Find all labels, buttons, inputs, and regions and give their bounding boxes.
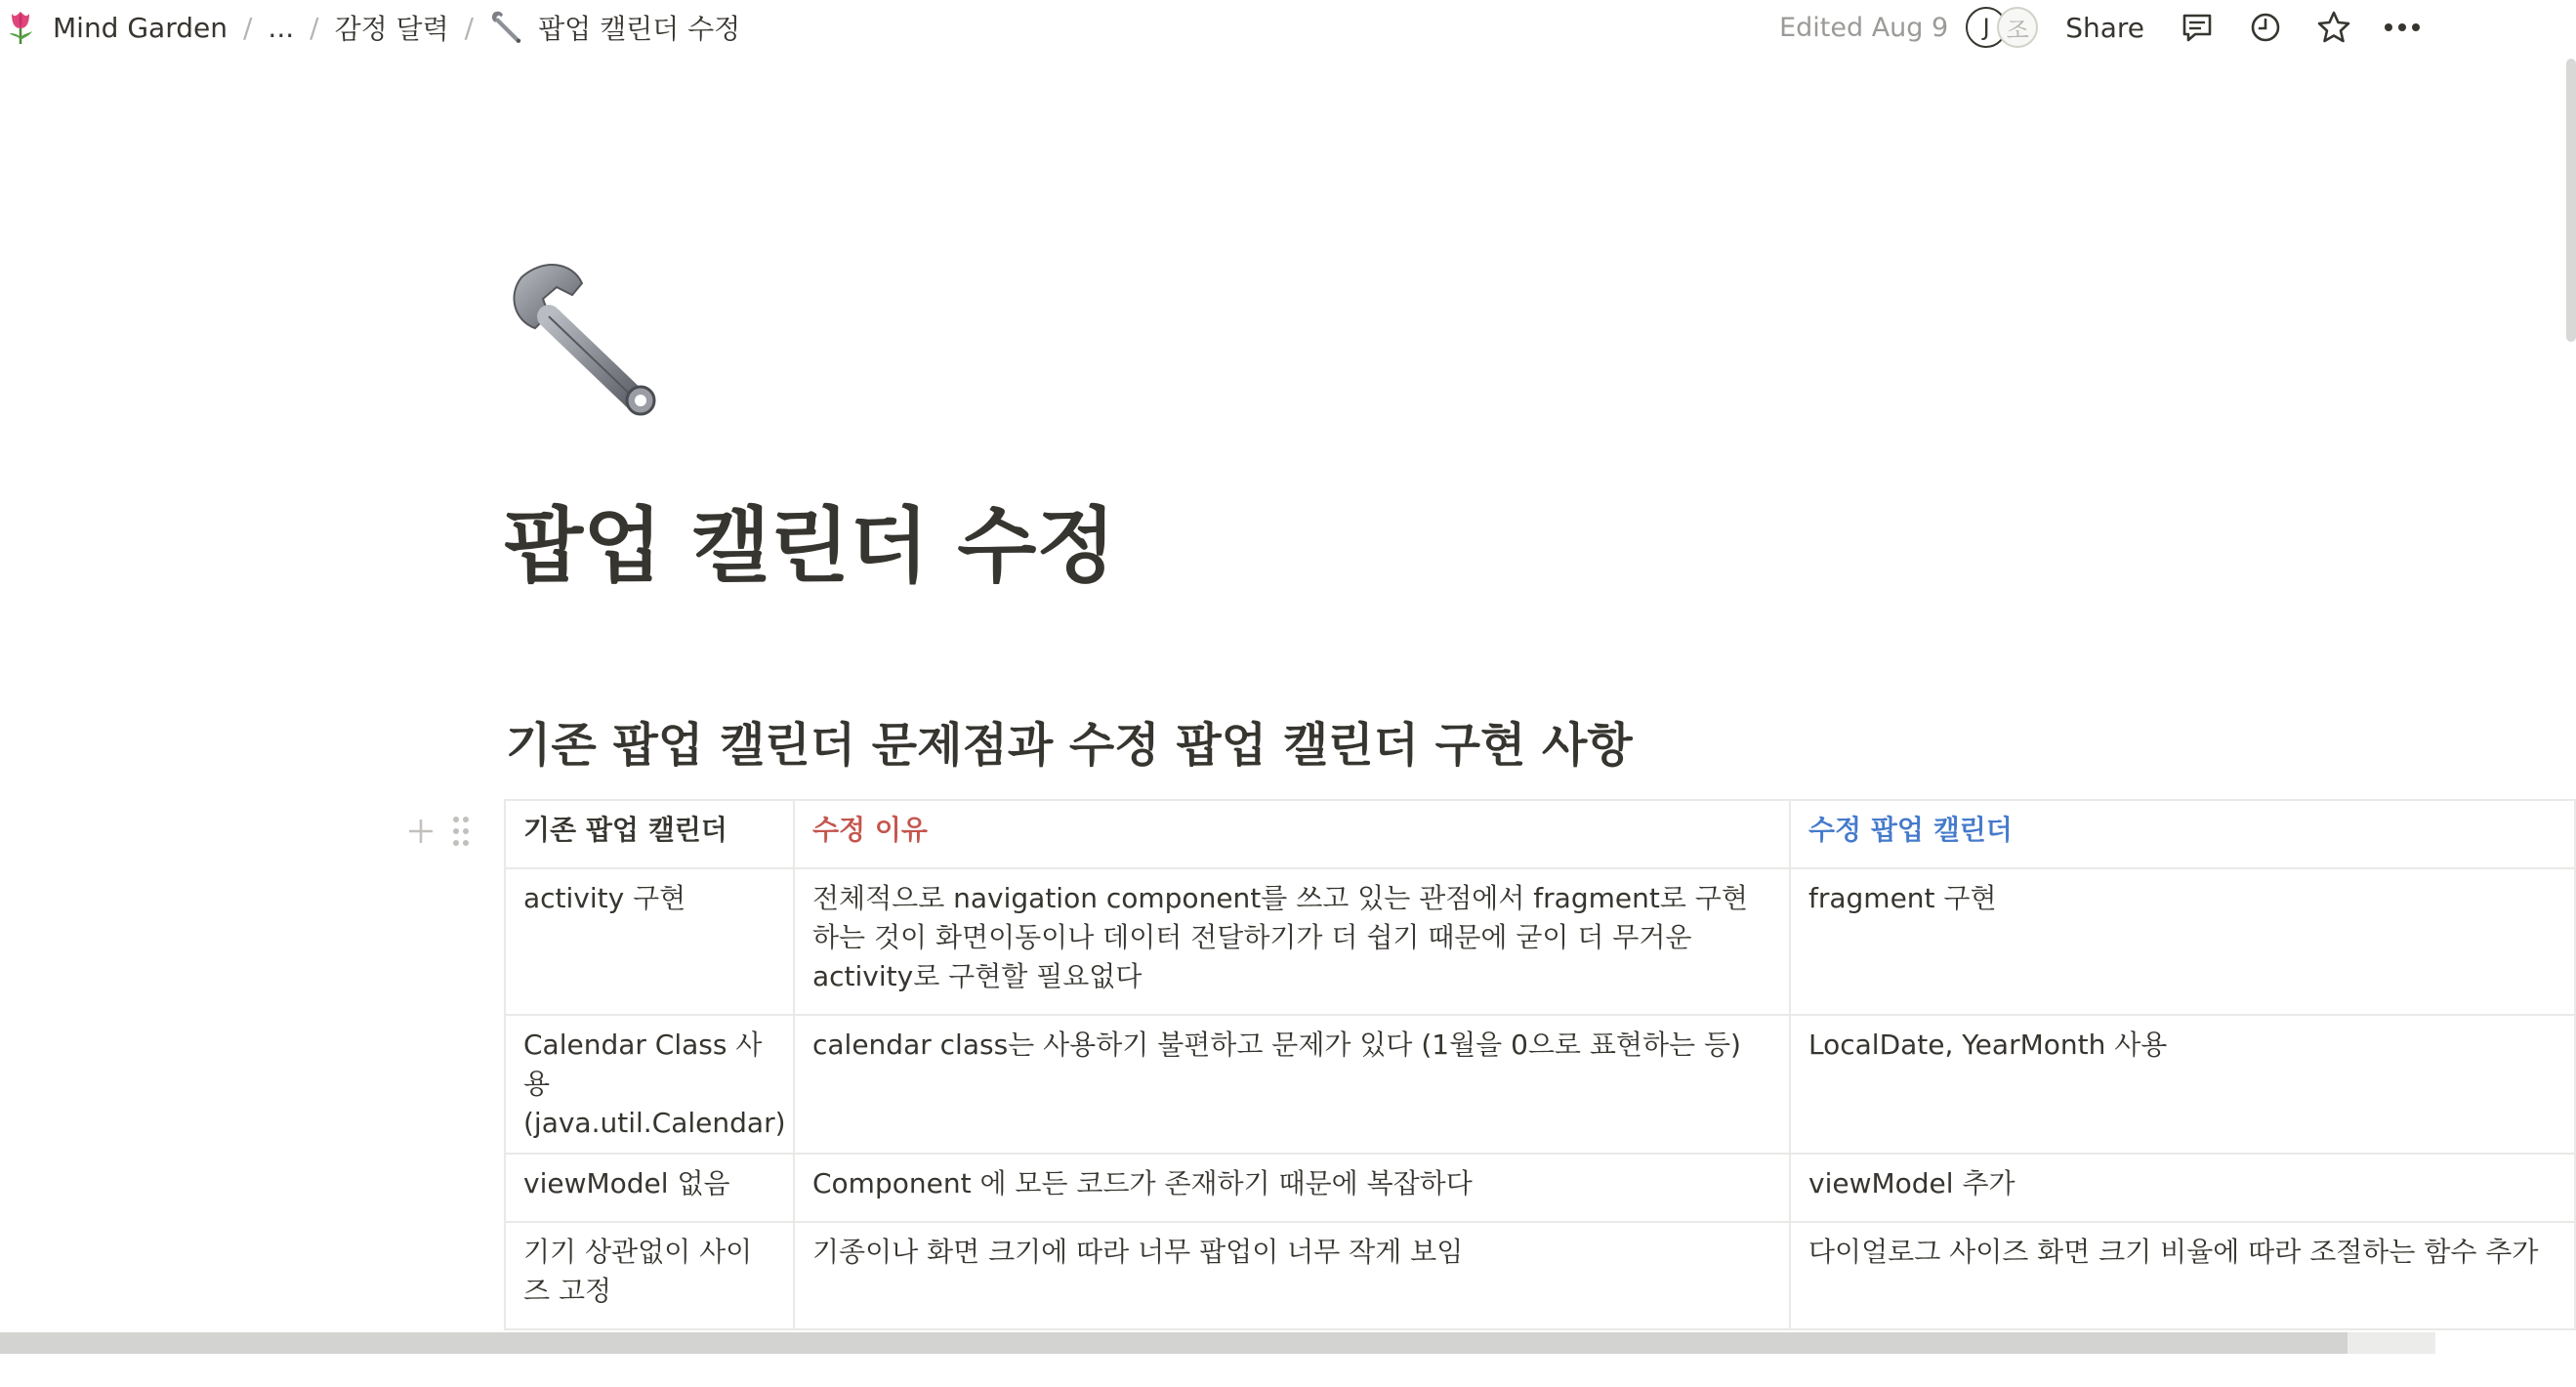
- table-cell[interactable]: viewModel 추가: [1790, 1154, 2575, 1222]
- table-cell[interactable]: 다이얼로그 사이즈 화면 크기 비율에 따라 조절하는 함수 추가: [1790, 1222, 2575, 1329]
- table-cell[interactable]: viewModel 없음: [505, 1154, 794, 1222]
- breadcrumb-item-current-page[interactable]: [483, 4, 746, 51]
- table-row: [505, 1154, 2575, 1222]
- breadcrumb-item-ellipsis[interactable]: [262, 8, 300, 48]
- more-icon[interactable]: [2383, 8, 2422, 47]
- simple-table: [504, 799, 2539, 1307]
- drag-handle-icon[interactable]: [451, 815, 471, 852]
- avatar[interactable]: J: [1966, 7, 2007, 48]
- breadcrumb-label: Mind Garden: [53, 11, 228, 44]
- breadcrumb-separator: /: [310, 11, 319, 44]
- breadcrumb-label: 감정 달력: [334, 13, 449, 45]
- table-cell[interactable]: activity 구현: [505, 868, 794, 1015]
- table-row: [505, 1015, 2575, 1154]
- breadcrumb-separator: /: [464, 11, 475, 44]
- table: [504, 799, 2576, 1330]
- topbar-actions: [1779, 0, 2435, 55]
- table-row: [505, 868, 2575, 1015]
- breadcrumb-separator: /: [242, 11, 253, 44]
- breadcrumb: [0, 0, 746, 55]
- table-cell[interactable]: 전체적으로 navigation component를 쓰고 있는 관점에서 fragment로 구현하는 것이 화면이동이나 데이터 전달하기가 더 쉽기 때문에 굳이 더 무거운 activity로 구현할 필요없다: [794, 868, 1790, 1015]
- table-cell[interactable]: fragment 구현: [1790, 868, 2575, 1015]
- table-cell[interactable]: Component 에 모든 코드가 존재하기 때문에 복잡하다: [794, 1154, 1790, 1222]
- history-clock-icon[interactable]: [2246, 8, 2285, 47]
- wrench-icon: [489, 10, 524, 45]
- avatar-group[interactable]: [1966, 7, 2038, 48]
- table-header-cell[interactable]: 수정 이유: [794, 800, 1790, 868]
- table-cell[interactable]: Calendar Class 사용 (java.util.Calendar): [505, 1015, 794, 1154]
- table-header-row: [505, 800, 2575, 868]
- add-block-icon[interactable]: [406, 817, 436, 850]
- table-cell[interactable]: 기기 상관없이 사이즈 고정: [505, 1222, 794, 1329]
- breadcrumb-label: 팝업 캘린더 수정: [538, 13, 741, 45]
- breadcrumb-label: ...: [268, 11, 295, 44]
- comment-icon[interactable]: [2178, 8, 2217, 47]
- table-cell[interactable]: calendar class는 사용하기 불편하고 문제가 있다 (1월을 0으로 표현하는 등): [794, 1015, 1790, 1154]
- table-row: [505, 1222, 2575, 1329]
- section-heading[interactable]: 기존 팝업 캘린더 문제점과 수정 팝업 캘린더 구현 사항: [506, 718, 1633, 773]
- avatar[interactable]: 조: [1997, 7, 2038, 48]
- breadcrumb-item-emotion-calendar[interactable]: [329, 4, 455, 51]
- breadcrumb-item-mind-garden[interactable]: [0, 6, 233, 49]
- wrench-icon[interactable]: [504, 256, 670, 422]
- tulip-icon: [6, 10, 35, 45]
- edited-timestamp: Edited Aug 9: [1779, 12, 1949, 43]
- vertical-scrollbar[interactable]: [2566, 59, 2576, 342]
- horizontal-scrollbar-thumb[interactable]: [0, 1332, 2347, 1354]
- star-icon[interactable]: [2314, 8, 2353, 47]
- table-header-cell[interactable]: 수정 팝업 캘린더: [1790, 800, 2575, 868]
- table-cell[interactable]: LocalDate, YearMonth 사용: [1790, 1015, 2575, 1154]
- table-header-cell[interactable]: 기존 팝업 캘린더: [505, 800, 794, 868]
- horizontal-scrollbar[interactable]: [0, 1332, 2435, 1354]
- block-handle: [406, 815, 471, 852]
- top-bar: [0, 0, 2435, 55]
- share-button[interactable]: Share: [2065, 11, 2144, 44]
- table-cell[interactable]: 기종이나 화면 크기에 따라 너무 팝업이 너무 작게 보임: [794, 1222, 1790, 1329]
- page-title[interactable]: 팝업 캘린더 수정: [504, 498, 1116, 594]
